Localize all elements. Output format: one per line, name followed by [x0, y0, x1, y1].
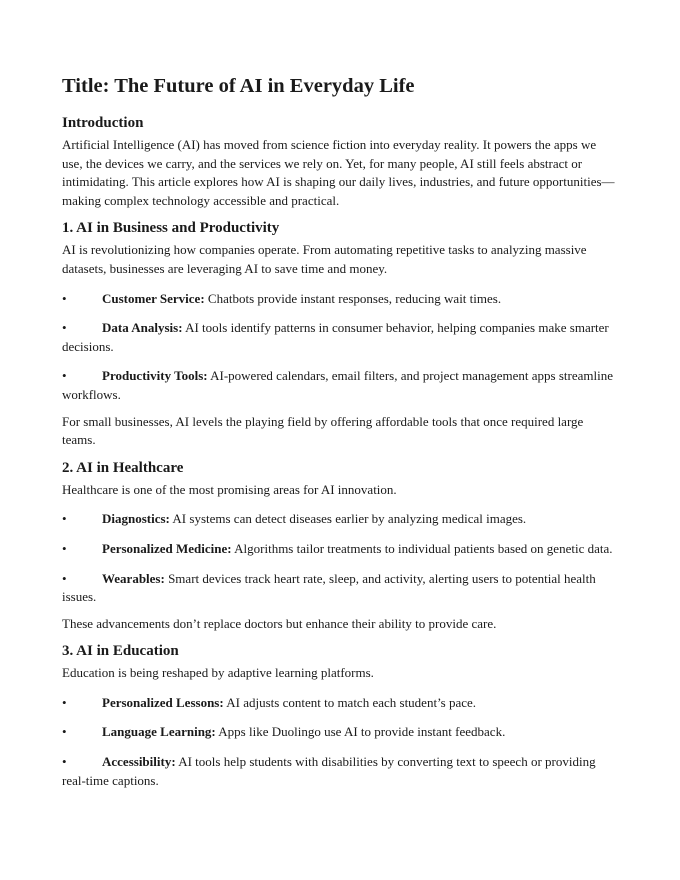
- list-item-term: Wearables:: [102, 570, 165, 586]
- document-title: Title: The Future of AI in Everyday Life: [62, 75, 415, 97]
- bullet-glyph: •: [62, 540, 67, 556]
- bullet-glyph: •: [62, 368, 67, 384]
- list-item-term: Accessibility:: [102, 754, 176, 770]
- bullet-glyph: •: [62, 290, 67, 306]
- list-item-text: AI systems can detect diseases earlier by analyzing medical images.: [169, 511, 527, 527]
- bullet-glyph: •: [62, 724, 67, 740]
- bullet-glyph: •: [62, 694, 67, 710]
- list-item-text: Chatbots provide instant responses, reducing wait times.: [204, 290, 502, 306]
- list-item: [62, 753, 618, 790]
- list-item-text: Algorithms tailor treatments to individual patients based on genetic data.: [231, 540, 613, 556]
- section-closing: For small businesses, AI levels the playing field by offering affordable tools that once required large teams.: [62, 413, 584, 448]
- section-lead: Healthcare is one of the most promising areas for AI innovation.: [62, 481, 397, 497]
- list-item: [62, 540, 618, 559]
- section-heading: 2. AI in Healthcare: [62, 459, 184, 476]
- section-lead: Education is being reshaped by adaptive learning platforms.: [62, 665, 374, 681]
- list-item-term: Customer Service:: [102, 290, 205, 306]
- list-item: [62, 290, 618, 309]
- list-item-term: Diagnostics:: [102, 511, 170, 527]
- list-item-term: Personalized Medicine:: [102, 540, 232, 556]
- list-item: [62, 510, 618, 529]
- list-item-text: AI tools identify patterns in consumer behavior, helping companies make smarter decisions.: [62, 320, 609, 354]
- list-item: [62, 570, 618, 607]
- bullet-glyph: •: [62, 320, 67, 336]
- bullet-glyph: •: [62, 511, 67, 527]
- section-closing: These advancements don’t replace doctors but enhance their ability to provide care.: [62, 615, 497, 631]
- intro-heading: Introduction: [62, 115, 144, 131]
- list-item-text: AI adjusts content to match each student’s pace.: [223, 694, 477, 710]
- list-item: [62, 694, 618, 713]
- bullet-glyph: •: [62, 570, 67, 586]
- list-item-text: AI-powered calendars, email filters, and project management apps streamline workflows.: [62, 368, 613, 402]
- section-heading: 3. AI in Education: [62, 643, 179, 660]
- list-item-term: Productivity Tools:: [102, 368, 208, 384]
- list-item: [62, 367, 618, 404]
- list-item-text: AI tools help students with disabilities by converting text to speech or providing real-time captions.: [62, 754, 596, 788]
- intro-paragraph: Artificial Intelligence (AI) has moved from science fiction into everyday reality. It powers the apps we use, the devices we carry, and the services we rely on. Yet, for many people, AI still feels abstract or intimidating. This article explores how AI is shaping our daily lives, industries, and future opportunities—making complex technology accessible and practical.: [62, 137, 615, 208]
- section-lead: AI is revolutionizing how companies operate. From automating repetitive tasks to analyzing massive datasets, businesses are leveraging AI to save time and money.: [62, 242, 587, 276]
- list-item-term: Data Analysis:: [102, 320, 183, 336]
- list-item-text: Smart devices track heart rate, sleep, and activity, alerting users to potential health issues.: [62, 570, 596, 605]
- list-item: [62, 319, 618, 356]
- list-item-term: Personalized Lessons:: [102, 694, 224, 710]
- section-heading: 1. AI in Business and Productivity: [62, 220, 280, 237]
- list-item-term: Language Learning:: [102, 724, 216, 740]
- list-item: [62, 723, 618, 742]
- bullet-glyph: •: [62, 754, 67, 770]
- list-item-text: Apps like Duolingo use AI to provide instant feedback.: [215, 724, 506, 740]
